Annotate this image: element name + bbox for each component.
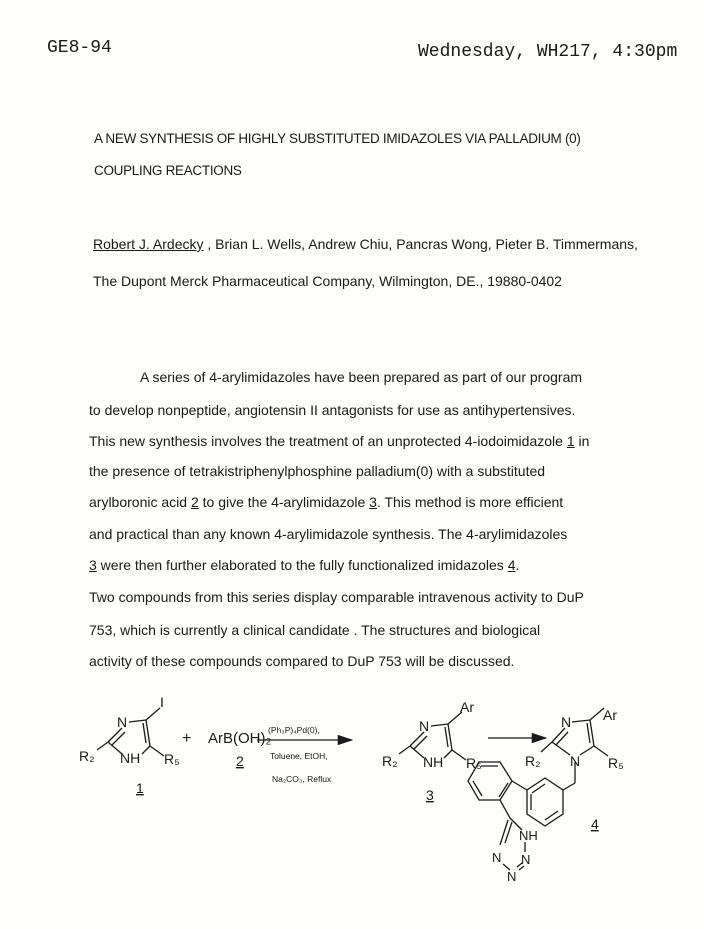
c1-r5-label: R₅ bbox=[164, 751, 180, 767]
c4-n1-label: N bbox=[570, 753, 581, 769]
text: in bbox=[574, 433, 590, 449]
abstract-line: activity of these compounds compared to DuP 753 will be discussed. bbox=[89, 653, 515, 669]
condition-catalyst: (Ph₃P)₄Pd(0), bbox=[268, 725, 320, 735]
tetrazole-n-label: N bbox=[507, 869, 517, 884]
text: to give the 4-arylimidazole bbox=[198, 494, 370, 510]
c4-r2-label: R₂ bbox=[525, 753, 541, 769]
text: were then further elaborated to the fully functionalized imidazoles bbox=[96, 557, 508, 573]
tetrazole-n-label: N bbox=[521, 852, 531, 867]
c1-nh-label: NH bbox=[120, 750, 141, 766]
abstract-line: Two compounds from this series display comparable intravenous activity to DuP bbox=[89, 589, 584, 605]
compound-4-structure bbox=[468, 708, 608, 870]
abstract-line: and practical than any known 4-arylimidazole synthesis. The 4-arylimidazoles bbox=[89, 526, 568, 542]
session-info: Wednesday, WH217, 4:30pm bbox=[418, 42, 678, 62]
compound-3-structure bbox=[399, 712, 466, 760]
abstract-line: A series of 4-arylimidazoles have been prepared as part of our program bbox=[140, 369, 583, 385]
c3-n-label: N bbox=[419, 718, 430, 734]
abstract-line: 753, which is currently a clinical candidate . The structures and biological bbox=[89, 622, 541, 638]
text: This new synthesis involves the treatment of an unprotected 4-iodoimidazole bbox=[89, 433, 567, 449]
text: . This method is more efficient bbox=[376, 494, 564, 510]
tetrazole-nh-label: NH bbox=[519, 828, 538, 843]
presenting-author: Robert J. Ardecky bbox=[93, 236, 204, 252]
c4-r5-label: R₅ bbox=[608, 755, 624, 771]
condition-solvent: Toluene, EtOH, bbox=[270, 751, 328, 761]
arylboronic-acid: ArB(OH)₂ bbox=[208, 730, 272, 747]
title-line-1: A NEW SYNTHESIS OF HIGHLY SUBSTITUTED IMIDAZOLES VIA PALLADIUM (0) bbox=[94, 131, 581, 146]
c3-nh-label: NH bbox=[423, 754, 444, 770]
compound-1-structure bbox=[97, 708, 164, 756]
tetrazole-n-label: N bbox=[492, 850, 502, 865]
c1-iodo-label: I bbox=[160, 694, 164, 710]
compound-ref: 4 bbox=[507, 557, 516, 573]
text: arylboronic acid bbox=[89, 494, 191, 510]
c1-n-label: N bbox=[117, 714, 128, 730]
compound-1-number: 1 bbox=[136, 780, 144, 796]
compound-3-number: 3 bbox=[426, 787, 434, 803]
compound-ref: 1 bbox=[566, 433, 575, 449]
c1-r2-label: R₂ bbox=[79, 748, 95, 764]
plus-sign: + bbox=[182, 730, 192, 747]
affiliation: The Dupont Merck Pharmaceutical Company, Wilmington, DE., 19880-0402 bbox=[93, 273, 562, 289]
c3-ar-label: Ar bbox=[460, 699, 474, 715]
condition-base: Na₂CO₃, Reflux bbox=[272, 774, 332, 784]
text: . bbox=[515, 557, 520, 573]
compound-4-number: 4 bbox=[591, 816, 599, 832]
c3-r2-label: R₂ bbox=[382, 753, 398, 769]
compound-ref: 3 bbox=[89, 557, 97, 573]
compound-ref: 3 bbox=[369, 494, 377, 510]
compound-ref: 2 bbox=[190, 494, 199, 510]
c4-ar-label: Ar bbox=[603, 707, 617, 723]
coauthors: , Brian L. Wells, Andrew Chiu, Pancras Wong, Pieter B. Timmermans, bbox=[203, 236, 638, 252]
abstract-code: GE8-94 bbox=[47, 38, 112, 58]
abstract-line: to develop nonpeptide, angiotensin II antagonists for use as antihypertensives. bbox=[89, 402, 576, 418]
title-line-2: COUPLING REACTIONS bbox=[94, 163, 242, 178]
abstract-line: the presence of tetrakistriphenylphosphine palladium(0) with a substituted bbox=[89, 463, 546, 479]
c4-n3-label: N bbox=[561, 714, 572, 730]
compound-2-number: 2 bbox=[236, 753, 244, 769]
c3-r5-label: R₅ bbox=[466, 755, 482, 771]
